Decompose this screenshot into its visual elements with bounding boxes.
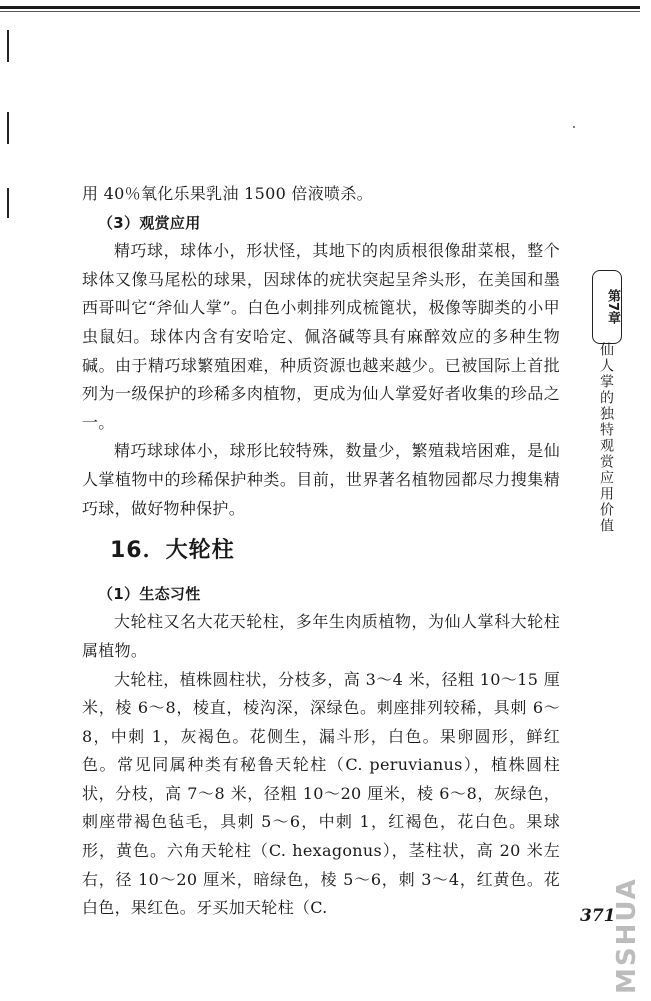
top-rule-thin <box>0 11 640 12</box>
paragraph: 精巧球球体小，球形比较特殊，数量少，繁殖栽培困难，是仙人掌植物中的珍稀保护种类。目前，世界著名植物园都尽力搜集精巧球，做好物种保护。 <box>82 441 560 518</box>
paragraph: 精巧球，球体小，形状怪，其地下的肉质根很像甜菜根，整个球体又像马尾松的球果，因球体的疣状突起呈斧头形，在美国和墨西哥叫它“斧仙人掌”。白色小刺排列成梳篦状，极像等脚类的小甲虫鼠妇。球体内含有安哈定、佩洛碱等具有麻醉效应的多种生物碱。由于精巧球繁殖困难，种质资源也越来越少。已被国际上首批列为一级保护的珍稀多肉植物，更成为仙人掌爱好者收集的珍品之一。 <box>82 241 560 432</box>
paragraph: 用 40％氧化乐果乳油 1500 倍液喷杀。 <box>82 184 373 203</box>
chapter-running-title: 仙人掌的独特观赏应用价值 <box>598 342 614 534</box>
paragraph: 大轮柱，植株圆柱状，分枝多，高 3～4 米，径粗 10～15 厘米，棱 6～8，棱直，棱沟深，深绿色。刺座排列较稀，具刺 6～8，中刺 1，灰褐色。花侧生，漏斗形，白色。果卵圆形，鲜红色。常见同属种类有秘鲁天轮柱（C. peruvianus），植株圆柱状，分枝，高 7～8 米，径粗 10～20 厘米，棱 6～8，灰绿色，刺座带褐色毡毛，具刺 5～6，中刺 1，红褐色，花白色。果球形，黄色。六角天轮柱（C. hexagonus），茎柱状，高 20 米左右，径 10～20 厘米，暗绿色，棱 5～6，刺 3～4，红黄色。花白色，果红色。牙买加天轮柱（C. <box>82 669 560 918</box>
subheading-ornamental: （3）观赏应用 <box>98 213 201 232</box>
chapter-tab: 第7章 <box>592 270 622 344</box>
page-number: 371 <box>580 906 616 926</box>
paragraph: 大轮柱又名大花天轮柱，多年生肉质植物，为仙人掌科大轮柱属植物。 <box>82 612 560 660</box>
top-rule <box>0 6 640 9</box>
binding-mark <box>7 30 9 62</box>
body-text <box>82 180 560 923</box>
binding-mark <box>7 188 9 218</box>
binding-mark <box>7 112 9 144</box>
scan-speck <box>573 126 575 128</box>
watermark: MSHUA <box>612 877 642 994</box>
subheading-ecology: （1）生态习性 <box>98 584 201 603</box>
section-title: 16．大轮柱 <box>110 538 235 564</box>
